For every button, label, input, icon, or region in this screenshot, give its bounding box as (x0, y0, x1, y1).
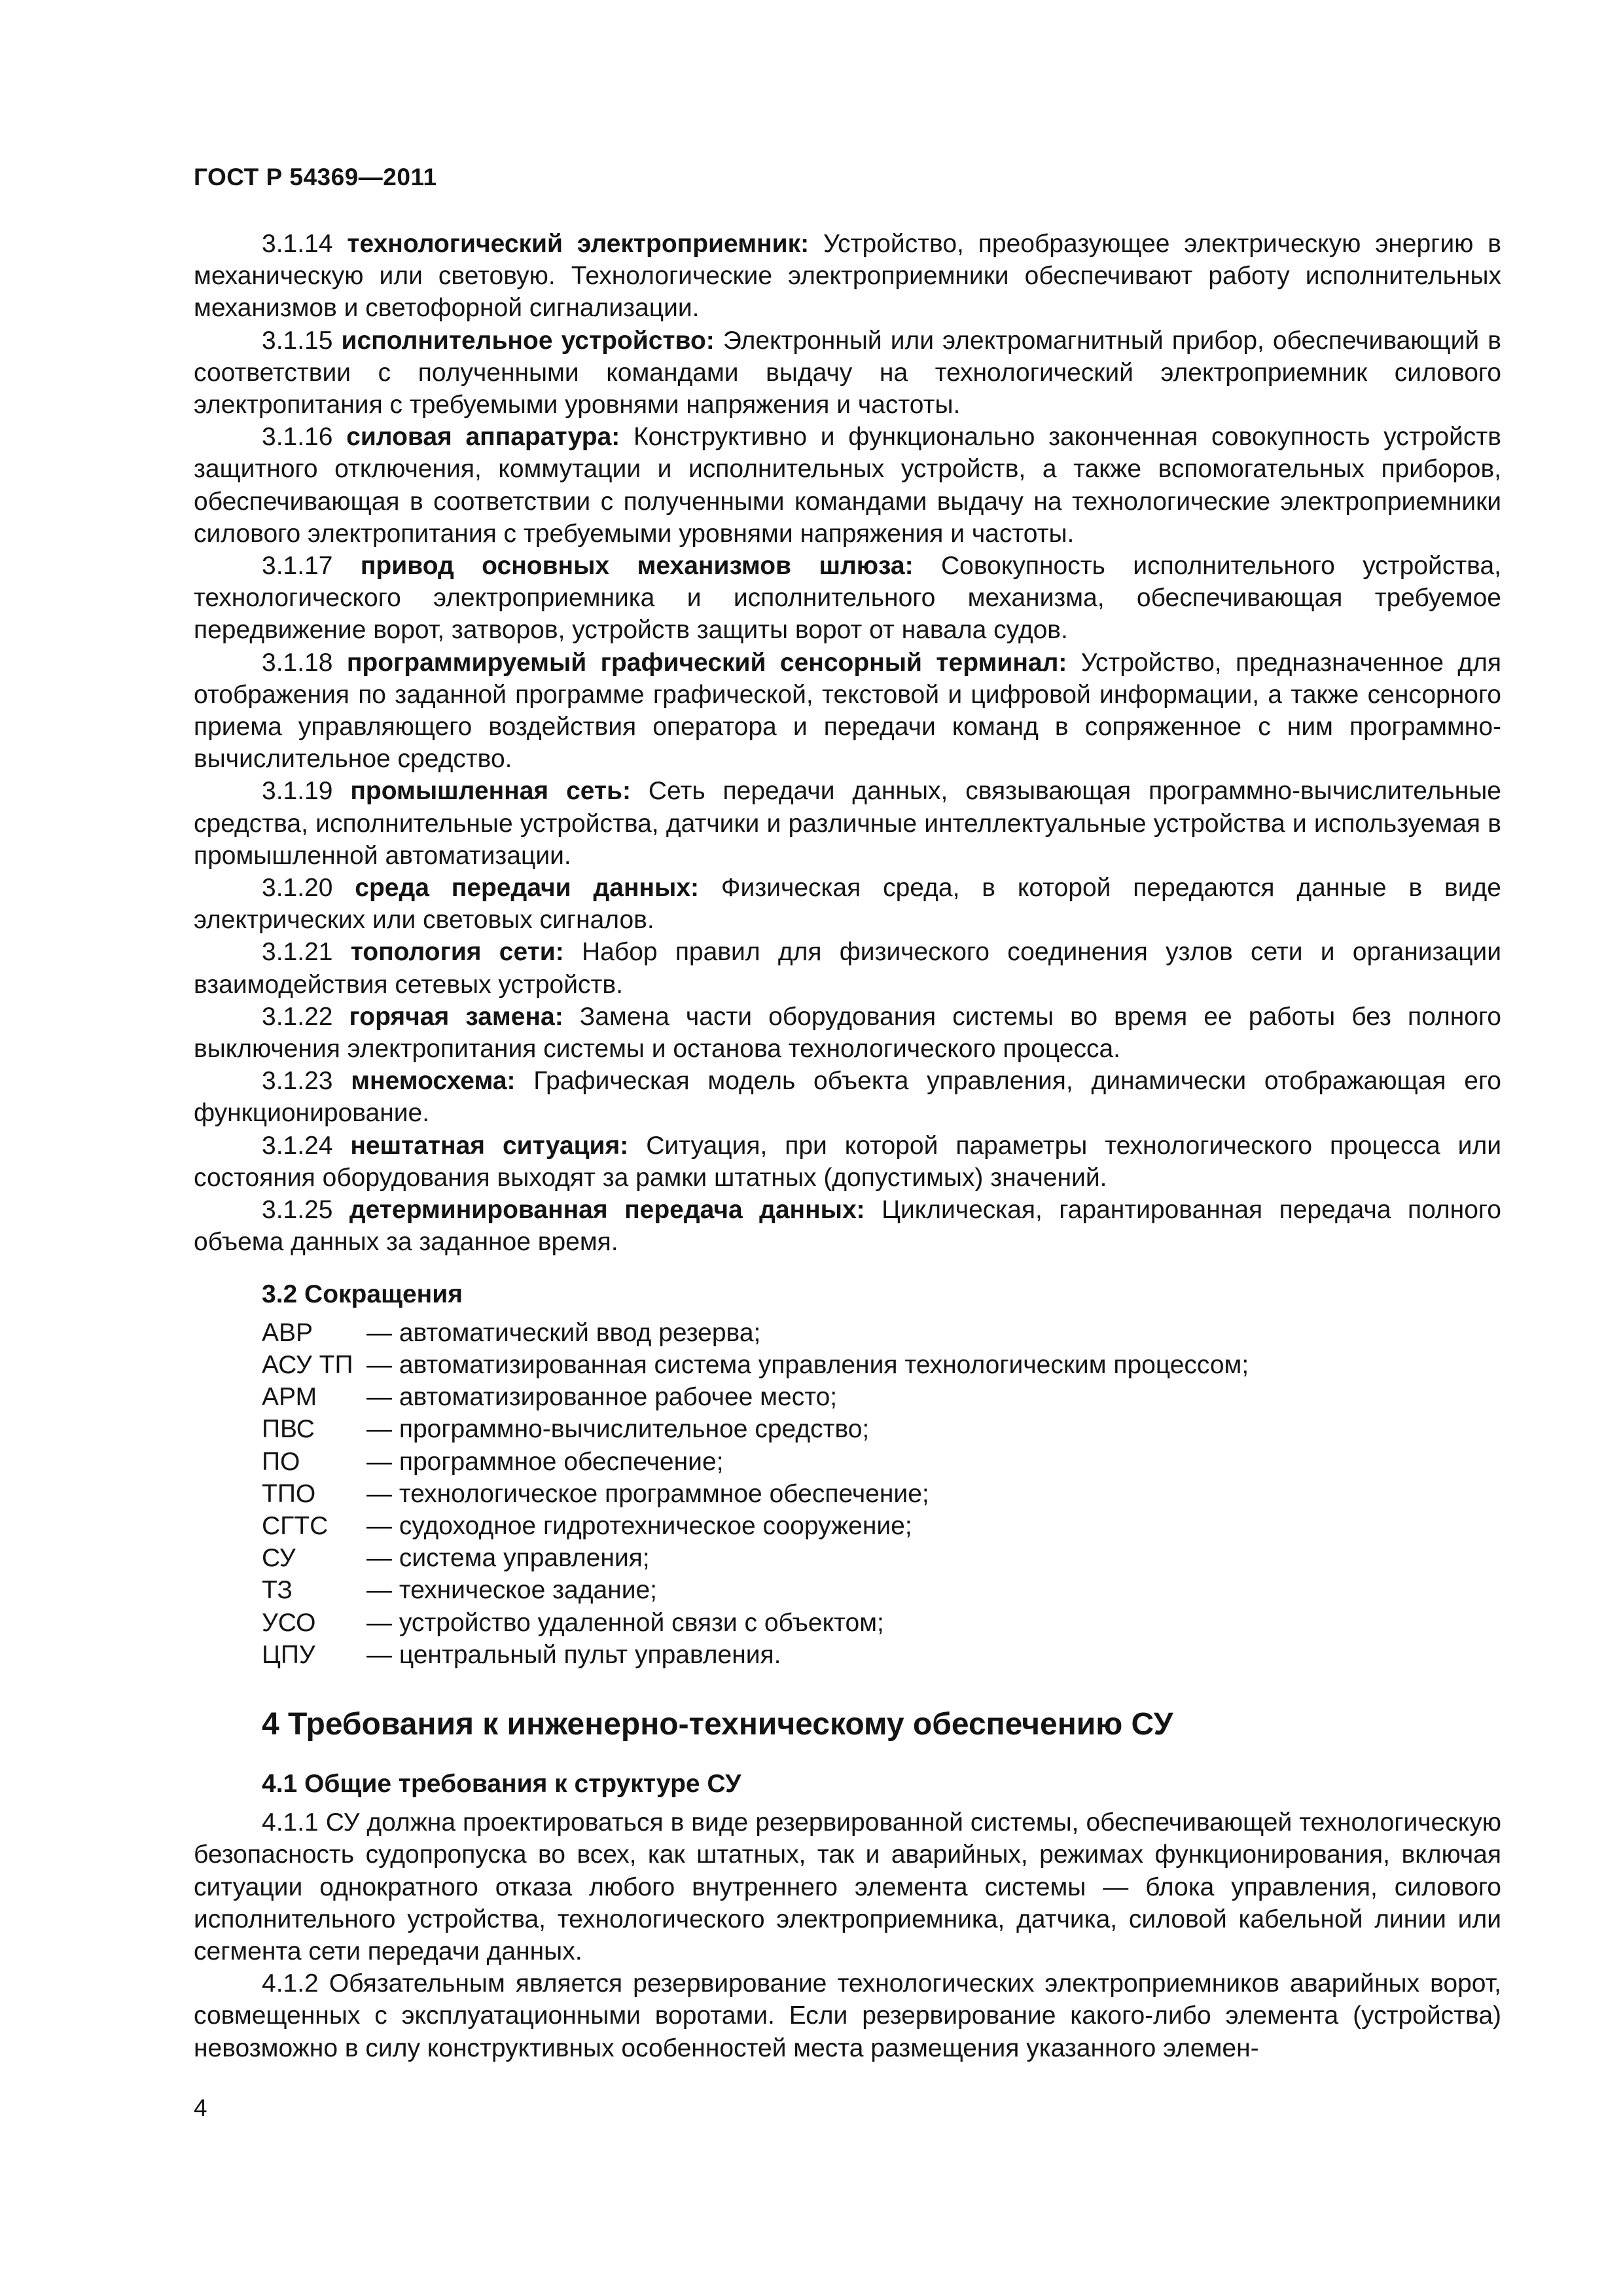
definition-term: нештатная ситуация: (350, 1131, 629, 1160)
abbreviation-value: — автоматизированная система управления технологическим процессом; (366, 1350, 1249, 1379)
paragraph-4-1-2 (194, 1967, 1501, 2064)
subsection-4-1-heading: 4.1 Общие требования к структуре СУ (262, 1769, 741, 1798)
definition-3-1-19 (194, 775, 1501, 872)
definition-number: 3.1.19 (262, 777, 333, 806)
abbreviation-value: — техническое задание; (366, 1576, 658, 1605)
definition-3-1-15 (194, 325, 1501, 422)
abbreviation-value: — судоходное гидротехническое сооружение; (366, 1511, 912, 1540)
definition-term: горячая замена: (349, 1002, 563, 1031)
abbreviation-key: ПО (262, 1447, 300, 1476)
section-4-heading: 4 Требования к инженерно-техническому обеспечению СУ (262, 1706, 1173, 1742)
definition-3-1-25 (194, 1194, 1501, 1258)
abbreviation-value: — автоматизированное рабочее место; (366, 1383, 838, 1412)
definition-term: детерминированная передача данных: (349, 1196, 865, 1225)
definition-number: 3.1.20 (262, 874, 333, 903)
abbreviation-key: СУ (262, 1544, 296, 1573)
definition-number: 3.1.22 (262, 1002, 333, 1031)
abbreviation-row (262, 1446, 1501, 1478)
abbreviations-list (262, 1317, 1501, 1671)
definition-text: Физическая среда, в которой передаются данные в виде электрических или световых сигналов. (194, 874, 1501, 935)
definition-text: Устройство, предназначенное для отображения по заданной программе графической, текстовой и цифровой информации, а также сенсорного приема управляющего воздействия оператора и передачи команд в сопряженное с ним программно-вычислительное средство. (194, 648, 1501, 774)
abbreviation-key: ТПО (262, 1479, 316, 1508)
definition-text: Сеть передачи данных, связывающая программно-вычислительные средства, исполнительные устройства, датчики и различные интеллектуальные устройства и используемая в промышленной автоматизации. (194, 777, 1501, 870)
page-number: 4 (194, 2094, 207, 2121)
definition-number: 3.1.24 (262, 1131, 333, 1160)
abbreviation-value: — система управления; (366, 1544, 650, 1573)
definition-3-1-21 (194, 936, 1501, 1000)
paragraph-number: 4.1.2 (262, 1969, 319, 1998)
definition-number: 3.1.17 (262, 552, 333, 581)
abbreviation-key: ТЗ (262, 1576, 293, 1605)
abbreviation-key: АВР (262, 1318, 313, 1347)
definition-3-1-17 (194, 550, 1501, 647)
abbreviation-row (262, 1607, 1501, 1639)
definition-text: Набор правил для физического соединения узлов сети и организации взаимодействия сетевых устройств. (194, 938, 1501, 999)
definition-number: 3.1.16 (262, 423, 333, 452)
definition-text: Замена части оборудования системы во время ее работы без полного выключения электропитания системы и останова технологического процесса. (194, 1002, 1501, 1064)
paragraph-text: СУ должна проектироваться в виде резервированной системы, обеспечивающей технологическую безопасность судопропуска во всех, как штатных, так и аварийных, режимах функционирования, включая ситуации однократного отказа любого внутреннего элемента системы — блока управления, силового исполнительного устройства, технологического электроприемника, датчика, силовой кабельной линии или сегмента сети передачи данных. (194, 1808, 1501, 1965)
abbreviation-key: АСУ ТП (262, 1350, 353, 1379)
abbreviation-key: ЦПУ (262, 1640, 315, 1669)
definition-number: 3.1.14 (262, 230, 333, 258)
definition-term: технологический электроприемник: (347, 230, 810, 258)
abbreviation-row (262, 1542, 1501, 1574)
definitions-list (194, 228, 1501, 1259)
abbreviation-key: АРМ (262, 1383, 317, 1412)
definition-term: топология сети: (350, 938, 564, 967)
definition-3-1-22 (194, 1001, 1501, 1065)
abbreviation-row (262, 1413, 1501, 1445)
definition-text: Графическая модель объекта управления, динамически отображающая его функционирование. (194, 1067, 1501, 1128)
definition-text: Ситуация, при которой параметры технологического процесса или состояния оборудования выходят за рамки штатных (допустимых) значений. (194, 1131, 1502, 1192)
standard-header: ГОСТ Р 54369—2011 (194, 164, 437, 190)
definition-term: мнемосхема: (351, 1067, 516, 1096)
definition-3-1-24 (194, 1130, 1501, 1194)
definition-text: Циклическая, гарантированная передача полного объема данных за заданное время. (194, 1196, 1501, 1257)
abbreviation-row (262, 1381, 1501, 1413)
abbreviations-heading: 3.2 Сокращения (262, 1280, 463, 1308)
abbreviation-key: СГТС (262, 1511, 329, 1540)
definition-term: промышленная сеть: (350, 777, 631, 806)
abbreviation-row (262, 1639, 1501, 1671)
abbreviation-row (262, 1349, 1501, 1381)
paragraph-4-1-1 (194, 1806, 1501, 1967)
definition-term: среда передачи данных: (355, 874, 700, 903)
abbreviation-value: — автоматический ввод резерва; (366, 1318, 761, 1347)
definition-text: Электронный или электромагнитный прибор, обеспечивающий в соответствии с полученными командами выдачу на технологический электроприемник силового электропитания с требуемыми уровнями напряжения и частоты. (194, 326, 1501, 420)
paragraph-number: 4.1.1 (262, 1808, 319, 1837)
abbreviation-row (262, 1317, 1501, 1349)
definition-3-1-16 (194, 421, 1501, 550)
definition-number: 3.1.18 (262, 648, 333, 677)
definition-term: привод основных механизмов шлюза: (360, 552, 914, 581)
definition-3-1-23 (194, 1065, 1501, 1129)
definition-term: силовая аппаратура: (346, 423, 620, 452)
definition-term: программируемый графический сенсорный терминал: (346, 648, 1067, 677)
paragraph-text: Обязательным является резервирование технологических электроприемников аварийных ворот, совмещенных с эксплуатационными воротами. Если резервирование какого-либо элемента (устройства) невозможно в силу конструктивных особенностей места размещения указанного элемен- (194, 1969, 1501, 2062)
page-content (194, 228, 1501, 2064)
abbreviation-row (262, 1510, 1501, 1542)
definition-number: 3.1.21 (262, 938, 333, 967)
abbreviation-key: ПВС (262, 1415, 315, 1444)
abbreviation-value: — центральный пульт управления. (366, 1640, 781, 1669)
definition-3-1-18 (194, 647, 1501, 776)
definition-term: исполнительное устройство: (341, 326, 715, 355)
abbreviation-value: — программно-вычислительное средство; (366, 1415, 870, 1444)
abbreviation-value: — программное обеспечение; (366, 1447, 724, 1476)
abbreviation-key: УСО (262, 1608, 316, 1637)
definition-number: 3.1.25 (262, 1196, 333, 1225)
definition-text: Устройство, преобразующее электрическую энергию в механическую или световую. Технологические электроприемники обеспечивают работу исполнительных механизмов и светофорной сигнализации. (194, 230, 1502, 323)
definition-text: Совокупность исполнительного устройства, технологического электроприемника и исполнительного механизма, обеспечивающая требуемое передвижение ворот, затворов, устройств защиты ворот от навала судов. (194, 552, 1501, 645)
abbreviation-value: — технологическое программное обеспечение; (366, 1479, 929, 1508)
abbreviation-row (262, 1574, 1501, 1606)
definition-3-1-14 (194, 228, 1501, 325)
abbreviation-row (262, 1478, 1501, 1510)
definition-number: 3.1.23 (262, 1067, 333, 1096)
abbreviation-value: — устройство удаленной связи с объектом; (366, 1608, 884, 1637)
definition-3-1-20 (194, 872, 1501, 936)
definition-number: 3.1.15 (262, 326, 333, 355)
definition-text: Конструктивно и функционально законченная совокупность устройств защитного отключения, коммутации и исполнительных устройств, а также вспомогательных приборов, обеспечивающая в соответствии с полученными командами выдачу на технологические электроприемники силового электропитания с требуемыми уровнями напряжения и частоты. (194, 423, 1501, 548)
